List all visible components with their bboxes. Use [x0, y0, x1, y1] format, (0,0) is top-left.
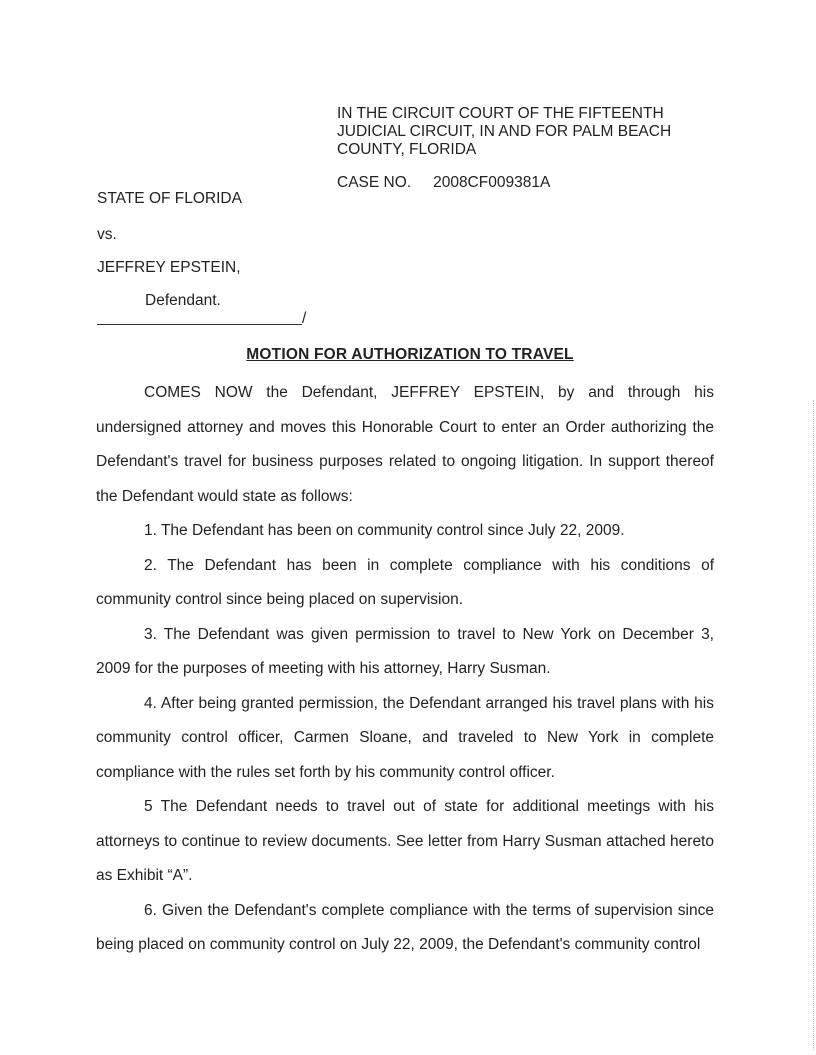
- court-header-line: JUDICIAL CIRCUIT, IN AND FOR PALM BEACH: [337, 123, 672, 140]
- defendant-name: JEFFREY EPSTEIN,: [97, 259, 241, 276]
- motion-body: [96, 376, 714, 963]
- plaintiff-name: STATE OF FLORIDA: [97, 190, 242, 207]
- case-number: 2008CF009381A: [433, 174, 551, 191]
- numbered-paragraph: 3. The Defendant was given permission to travel to New York on December 3, 2009 for the purposes of meeting with his attorney, Harry Susman.: [96, 625, 714, 677]
- defendant-role: Defendant.: [145, 292, 221, 309]
- caption-rule: [97, 324, 302, 325]
- caption-slash: /: [302, 310, 307, 327]
- numbered-paragraph: 2. The Defendant has been in complete compliance with his conditions of community control since being placed on supervision.: [96, 556, 714, 608]
- intro-paragraph: COMES NOW the Defendant, JEFFREY EPSTEIN, by and through his undersigned attorney and moves this Honorable Court to enter an Order authorizing the Defendant's travel for business purposes related to ongoing litigation. In support thereof the Defendant would state as follows:: [96, 384, 714, 505]
- case-number-line: [337, 174, 550, 192]
- case-number-label: CASE NO.: [337, 174, 412, 191]
- versus-label: vs.: [97, 226, 117, 243]
- numbered-paragraph: 5 The Defendant needs to travel out of state for additional meetings with his attorneys to continue to review documents. See letter from Harry Susman attached hereto as Exhibit “A”.: [96, 798, 714, 884]
- court-header-line: IN THE CIRCUIT COURT OF THE FIFTEENTH: [337, 105, 664, 122]
- numbered-paragraph: 4. After being granted permission, the Defendant arranged his travel plans with his community control officer, Carmen Sloane, and traveled to New York in complete compliance with the rules set forth by his community control officer.: [96, 694, 714, 781]
- page-edge-mark: [812, 400, 814, 1050]
- court-header-line: COUNTY, FLORIDA: [337, 141, 477, 158]
- numbered-paragraph: 1. The Defendant has been on community control since July 22, 2009.: [144, 522, 625, 539]
- motion-title: MOTION FOR AUTHORIZATION TO TRAVEL: [246, 346, 574, 363]
- numbered-paragraph: 6. Given the Defendant's complete compliance with the terms of supervision since being placed on community control on July 22, 2009, the Defendant's community control: [96, 901, 714, 953]
- court-header: [337, 105, 737, 159]
